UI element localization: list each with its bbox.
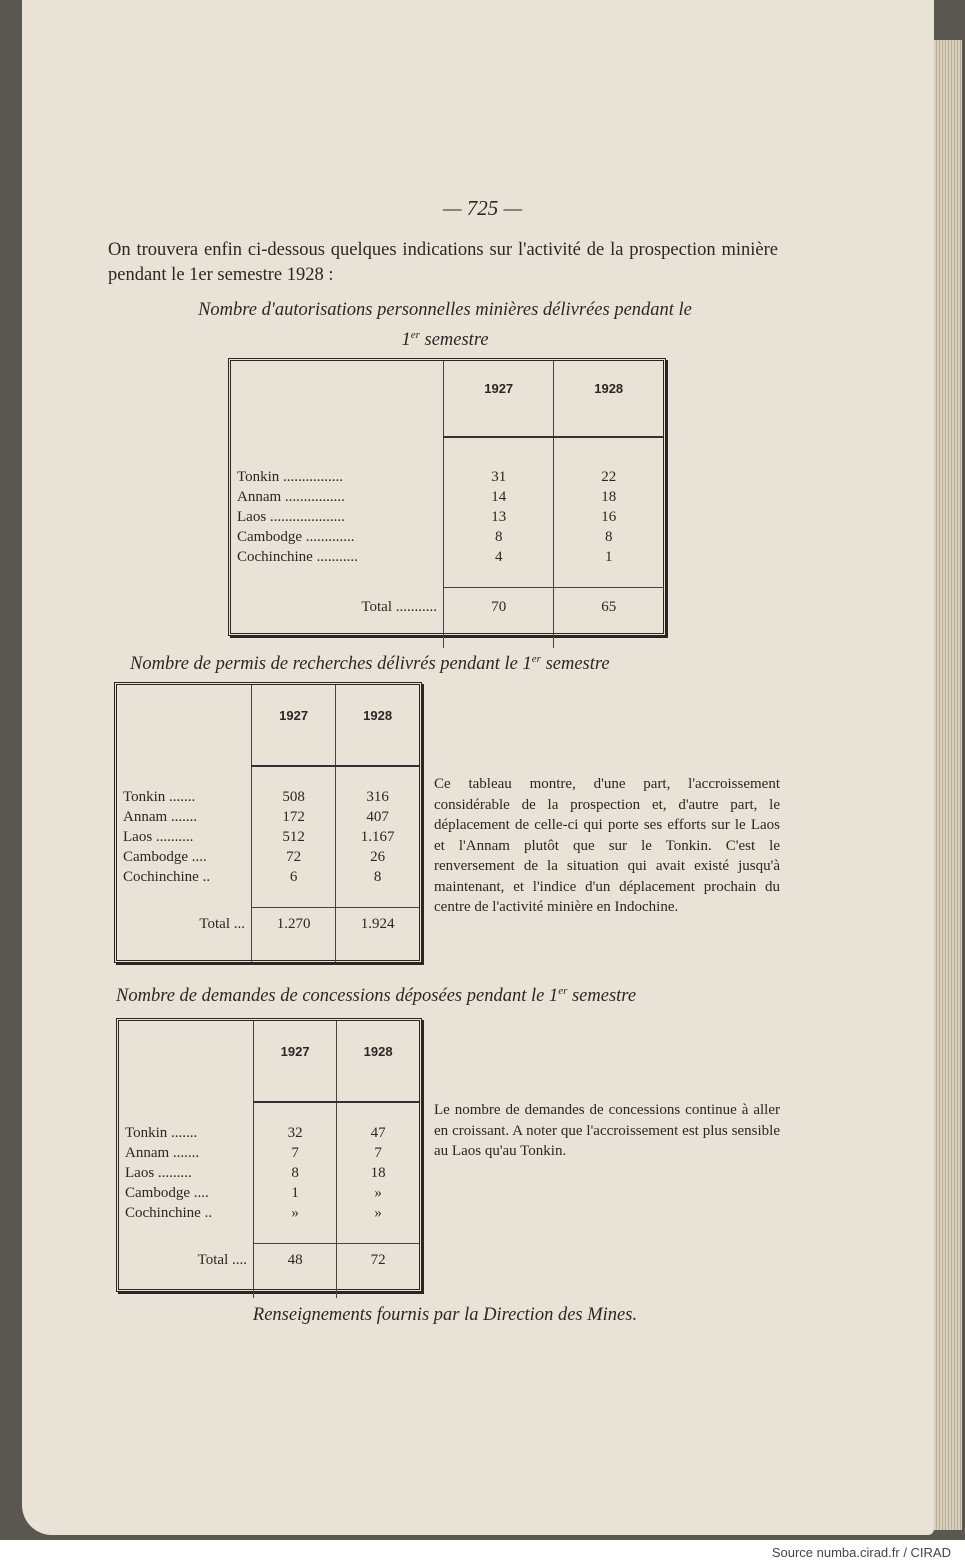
cell: 47 [337, 1123, 419, 1143]
col-1928: 1928 [337, 1021, 419, 1081]
total-row [119, 1244, 419, 1278]
table-row [117, 807, 419, 827]
cell: 4 [444, 547, 554, 567]
caption-text: semestre [419, 330, 489, 351]
cell: 6 [252, 867, 336, 887]
table-concessions [116, 1018, 422, 1292]
table-row [231, 507, 663, 527]
total-row [117, 908, 419, 942]
cell: 407 [336, 807, 419, 827]
row-label: Tonkin ....... [123, 788, 196, 805]
row-label: Laos ......... [125, 1164, 192, 1181]
caption-text: semestre [567, 986, 637, 1007]
cell: 8 [336, 867, 419, 887]
table3-comment: Le nombre de demandes de concessions continue à aller en croissant. A noter que l'accroissement est plus sensible au Laos qu'au Tonkin. [434, 1102, 780, 1159]
total-row [231, 588, 663, 628]
row-label: Laos .................... [237, 508, 345, 525]
cell: 508 [252, 787, 336, 807]
table-row [117, 867, 419, 887]
table-row [117, 847, 419, 867]
cell: 22 [554, 467, 663, 487]
table2-comment: Ce tableau montre, d'une part, l'accroissement considérable de la prospection et, d'autre part, le déplacement de celle-ci qui porte ses efforts sur le Laos et l'Annam plutôt que sur le Tonkin. C'est le renversement de la situation qui avait existé jusqu'à maintenant, et l'indice d'un déplacement prochain du centre de l'activité minière en Indochine. [434, 776, 780, 915]
cell: 18 [337, 1163, 419, 1183]
row-label: Cambodge ............. [237, 528, 355, 545]
intro-paragraph: On trouvera enfin ci-dessous quelques indications sur l'activité de la prospection minière pendant le 1er semestre 1928 : [108, 240, 778, 285]
cell: 48 [254, 1244, 337, 1278]
row-label: Annam ................ [237, 488, 345, 505]
row-label: Tonkin ....... [125, 1124, 198, 1141]
row-label: Total ........... [361, 599, 437, 615]
col-1927: 1927 [444, 361, 554, 416]
cell: 7 [337, 1143, 419, 1163]
cell: 8 [254, 1163, 337, 1183]
caption-sup: er [410, 329, 420, 341]
cell: » [337, 1183, 419, 1203]
table2-caption [130, 653, 610, 675]
cell: 8 [554, 527, 663, 547]
row-label: Annam ....... [125, 1144, 200, 1161]
caption-text: Nombre de permis de recherches délivrés pendant le 1 [130, 654, 532, 675]
col-1928: 1928 [554, 361, 663, 416]
row-label: Cambodge .... [125, 1184, 209, 1201]
page-number: — 725 — [442, 196, 523, 220]
cell: » [337, 1203, 419, 1223]
cell: 14 [444, 487, 554, 507]
row-label: Total .... [197, 1252, 247, 1268]
table-row [117, 827, 419, 847]
cell: 1.924 [336, 908, 419, 942]
cell: 70 [444, 588, 554, 628]
table-row [119, 1183, 419, 1203]
footer-note: Renseignements fournis par la Direction des Mines. [252, 1305, 638, 1325]
row-label: Cochinchine .. [123, 868, 211, 885]
caption-text: Nombre d'autorisations personnelles minières délivrées pendant le [198, 300, 692, 320]
row-label: Cochinchine ........... [237, 548, 358, 565]
table-row [231, 547, 663, 567]
cell: » [254, 1203, 337, 1223]
row-label: Cochinchine .. [125, 1204, 213, 1221]
table-row [119, 1163, 419, 1183]
source-credit: Source numba.cirad.fr / CIRAD [771, 1545, 951, 1560]
table1-caption [110, 298, 780, 353]
table-row [119, 1143, 419, 1163]
cell: 26 [336, 847, 419, 867]
col-1927: 1927 [254, 1021, 337, 1081]
cell: 72 [337, 1244, 419, 1278]
row-label: Tonkin ................ [237, 468, 344, 485]
table-row [117, 787, 419, 807]
table-row [231, 467, 663, 487]
col-1928: 1928 [336, 685, 419, 745]
caption-sup: er [531, 653, 541, 665]
cell: 13 [444, 507, 554, 527]
cell: 31 [444, 467, 554, 487]
row-label: Annam ....... [123, 808, 198, 825]
cell: 8 [444, 527, 554, 547]
cell: 316 [336, 787, 419, 807]
cell: 1 [554, 547, 663, 567]
table-row [231, 487, 663, 507]
cell: 1.167 [336, 827, 419, 847]
page-edges [934, 40, 962, 1530]
table-autorisations [228, 358, 666, 636]
col-1927: 1927 [252, 685, 336, 745]
caption-text: 1 [401, 330, 411, 351]
row-label: Total ... [199, 916, 245, 932]
table-permis [114, 682, 422, 963]
cell: 16 [554, 507, 663, 527]
caption-sup: er [558, 985, 568, 997]
cell: 1 [254, 1183, 337, 1203]
table-row [119, 1203, 419, 1223]
cell: 512 [252, 827, 336, 847]
cell: 18 [554, 487, 663, 507]
table3-caption [116, 985, 636, 1007]
table-row [231, 527, 663, 547]
cell: 7 [254, 1143, 337, 1163]
cell: 1.270 [252, 908, 336, 942]
cell: 172 [252, 807, 336, 827]
cell: 32 [254, 1123, 337, 1143]
table-row [119, 1123, 419, 1143]
row-label: Laos .......... [123, 828, 194, 845]
cell: 72 [252, 847, 336, 867]
row-label: Cambodge .... [123, 848, 207, 865]
caption-text: Nombre de demandes de concessions déposées pendant le 1 [116, 986, 559, 1007]
caption-text: semestre [540, 654, 610, 675]
cell: 65 [554, 588, 663, 628]
